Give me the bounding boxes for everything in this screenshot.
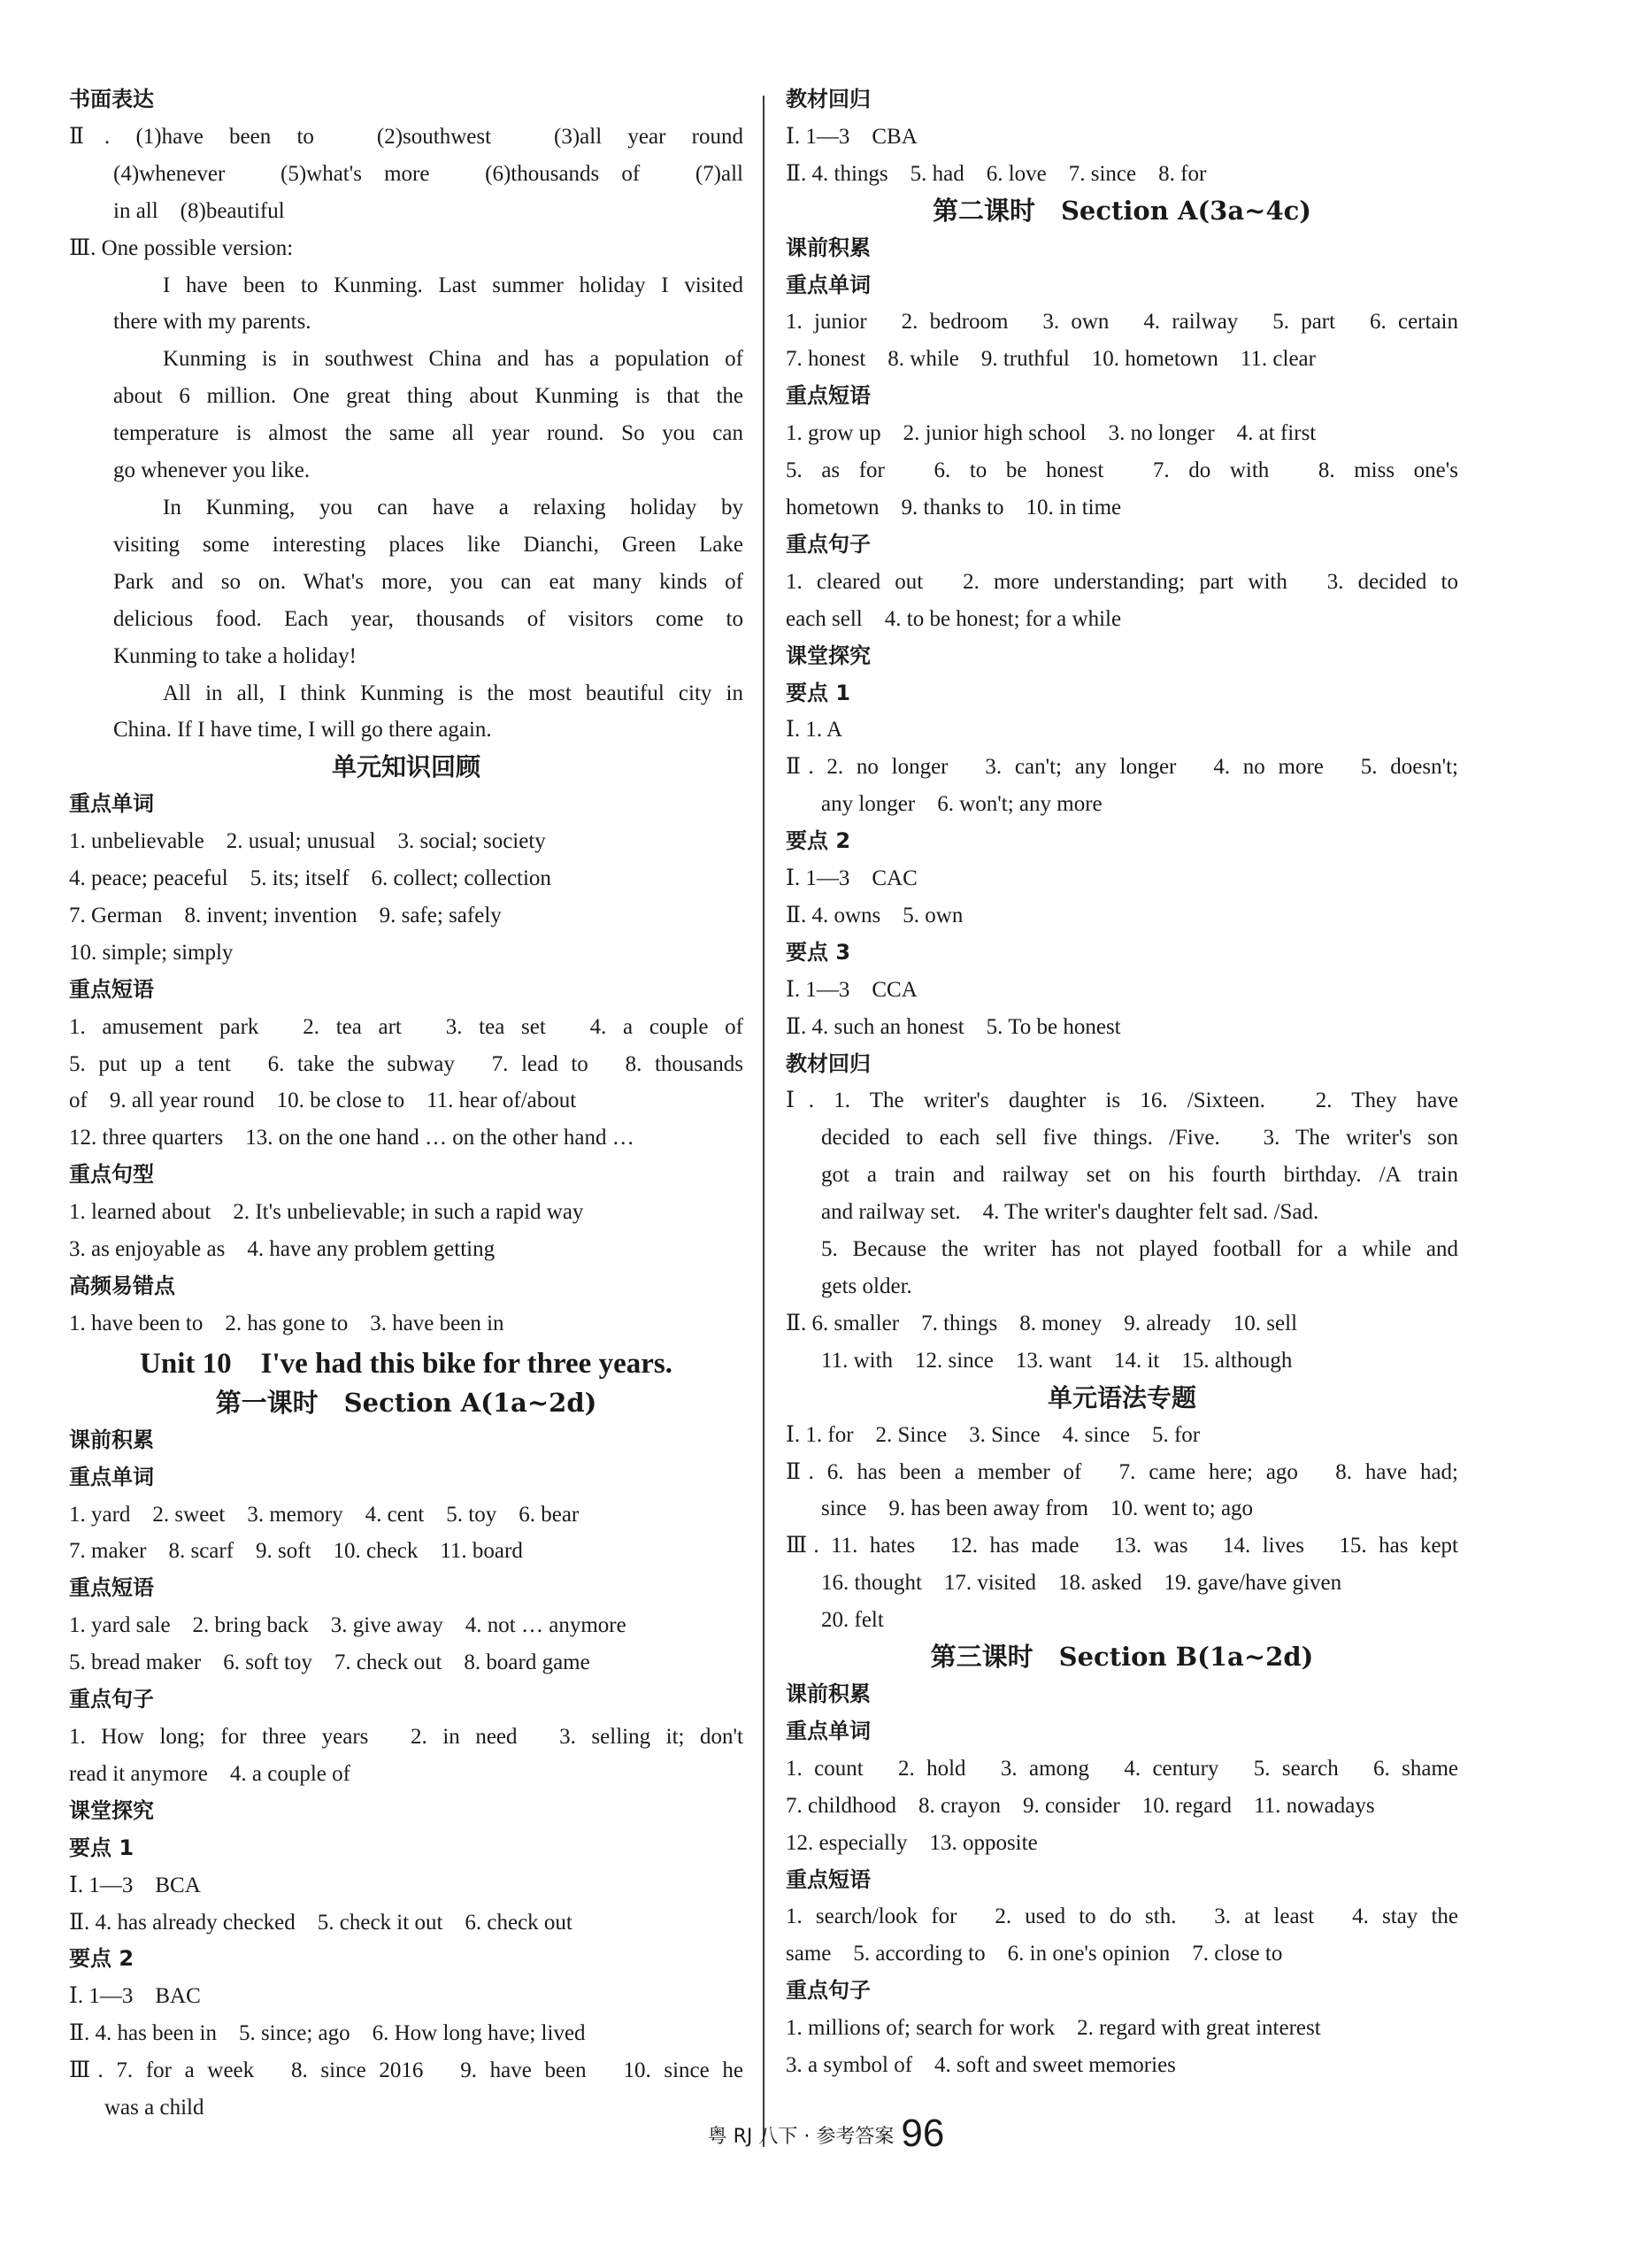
section-heading: 重点句子	[69, 1687, 154, 1712]
text-line: of 9. all year round 10. be close to 11. hear of/about	[69, 1089, 577, 1113]
text-line: 12. three quarters 13. on the one hand … on the other hand …	[69, 1126, 634, 1150]
page-number: 96	[901, 2112, 945, 2155]
text-line: 1. search/look for 2. used to do sth. 3. at least 4. stay the	[786, 1904, 1458, 1929]
text-line: Ⅱ. (1)have been to (2)southwest (3)all year round	[69, 124, 743, 149]
section-heading: 重点短语	[786, 1866, 871, 1892]
text-line: (4)whenever (5)what's more (6)thousands of (7)all	[113, 161, 743, 186]
text-line: All in all, I think Kunming is the most beautiful city in	[163, 681, 743, 705]
text-line: In Kunming, you can have a relaxing holiday by	[163, 495, 743, 519]
section-heading: 重点短语	[69, 1575, 154, 1601]
section-heading: 重点短语	[69, 976, 154, 1002]
unit-title: Unit 10 I've had this bike for three years.	[140, 1347, 672, 1380]
section-heading: 要点 1	[786, 680, 851, 705]
lesson-title: 第三课时 Section B(1a~2d)	[930, 1642, 1314, 1673]
section-heading: 重点句型	[69, 1162, 154, 1188]
text-line: 7. German 8. invent; invention 9. safe; safely	[69, 903, 502, 927]
lesson-title: 第二课时 Section A(3a~4c)	[932, 195, 1312, 226]
text-line: decided to each sell five things. /Five. 3. The writer's son	[821, 1126, 1458, 1150]
text-line: 1. cleared out 2. more understanding; part with 3. decided to	[786, 569, 1458, 594]
text-line: was a child	[104, 2096, 204, 2120]
section-heading: 课堂探究	[69, 1797, 154, 1823]
section-heading: 要点 2	[786, 828, 851, 854]
text-line: Ⅱ. 4. such an honest 5. To be honest	[786, 1014, 1121, 1039]
grammar-heading: 单元语法专题	[1047, 1382, 1196, 1412]
right-column	[786, 81, 1458, 2084]
text-line: 1. How long; for three years 2. in need 3. selling it; don't	[69, 1724, 743, 1749]
text-line: 7. honest 8. while 9. truthful 10. hometown 11. clear	[786, 347, 1316, 372]
section-heading: 要点 2	[69, 1946, 134, 1972]
column-divider	[763, 96, 765, 2147]
text-line: same 5. according to 6. in one's opinion 7. close to	[786, 1942, 1283, 1966]
section-heading: 重点单词	[786, 272, 871, 297]
text-line: 1. junior 2. bedroom 3. own 4. railway 5. part 6. certain	[786, 310, 1458, 335]
text-line: Ⅱ. 2. no longer 3. can't; any longer 4. no more 5. doesn't;	[786, 755, 1458, 780]
text-line: 1. millions of; search for work 2. regard with great interest	[786, 2016, 1321, 2041]
text-line: I have been to Kunming. Last summer holiday I visited	[163, 273, 743, 297]
text-line: any longer 6. won't; any more	[821, 792, 1103, 817]
text-line: 11. with 12. since 13. want 14. it 15. although	[821, 1348, 1293, 1373]
text-line: Ⅰ. 1. for 2. Since 3. Since 4. since 5. for	[786, 1422, 1201, 1447]
text-line: Kunming to take a holiday!	[113, 643, 357, 668]
section-heading: 要点 3	[786, 939, 851, 965]
text-line: Ⅱ. 6. has been a member of 7. came here; ago 8. have had;	[786, 1459, 1458, 1484]
text-line: visiting some interesting places like Dianchi, Green Lake	[113, 532, 743, 557]
section-heading: 书面表达	[69, 87, 154, 112]
text-line: 7. maker 8. scarf 9. soft 10. check 11. board	[69, 1539, 523, 1564]
section-heading: 教材回归	[786, 1050, 871, 1076]
text-line: 7. childhood 8. crayon 9. consider 10. regard 11. nowadays	[786, 1793, 1375, 1818]
text-line: about 6 million. One great thing about Kunming is that the	[113, 384, 743, 409]
section-heading: 重点句子	[786, 531, 871, 557]
text-line: 1. grow up 2. junior high school 3. no longer 4. at first	[786, 421, 1317, 446]
text-line: 10. simple; simply	[69, 940, 234, 965]
text-line: in all (8)beautiful	[113, 198, 285, 223]
section-heading: 要点 1	[69, 1835, 134, 1860]
text-line: Ⅰ. 1—3 CAC	[786, 866, 918, 891]
text-line: 1. count 2. hold 3. among 4. century 5. search 6. shame	[786, 1756, 1458, 1781]
text-line: Ⅱ. 6. smaller 7. things 8. money 9. already 10. sell	[786, 1311, 1298, 1335]
text-line: since 9. has been away from 10. went to; ago	[821, 1496, 1254, 1521]
text-line: 5. bread maker 6. soft toy 7. check out 8. board game	[69, 1650, 590, 1675]
text-line: Ⅰ. 1—3 CBA	[786, 124, 918, 149]
text-line: China. If I have time, I will go there again.	[113, 718, 492, 742]
text-line: Ⅱ. 4. has been in 5. since; ago 6. How long have; lived	[69, 2021, 586, 2046]
text-line: Ⅲ. 7. for a week 8. since 2016 9. have been 10. since he	[69, 2058, 743, 2083]
text-line: 12. especially 13. opposite	[786, 1830, 1038, 1855]
text-line: Ⅰ. 1. A	[786, 718, 843, 742]
text-line: 5. Because the writer has not played football for a while and	[821, 1237, 1458, 1262]
unit-review-heading: 单元知识回顾	[331, 752, 480, 782]
text-line: delicious food. Each year, thousands of visitors come to	[113, 606, 743, 631]
text-line: Ⅲ. 11. hates 12. has made 13. was 14. lives 15. has kept	[786, 1534, 1458, 1558]
section-heading: 重点句子	[786, 1978, 871, 2004]
text-line: 20. felt	[821, 1608, 884, 1633]
left-column	[69, 81, 743, 2127]
text-line: Kunming is in southwest China and has a population of	[163, 347, 743, 372]
text-line: there with my parents.	[113, 310, 311, 335]
text-line: temperature is almost the same all year round. So you can	[113, 421, 743, 446]
section-heading: 重点单词	[786, 1718, 871, 1743]
text-line: 5. put up a tent 6. take the subway 7. lead to 8. thousands	[69, 1051, 743, 1076]
text-line: 1. have been to 2. has gone to 3. have been in	[69, 1311, 504, 1335]
text-line: Ⅲ. One possible version:	[69, 235, 294, 260]
text-line: gets older.	[821, 1274, 912, 1298]
text-line: hometown 9. thanks to 10. in time	[786, 495, 1122, 519]
text-line: Ⅰ. 1—3 BAC	[69, 1984, 201, 2009]
text-line: read it anymore 4. a couple of	[69, 1761, 350, 1786]
page-footer	[0, 2112, 1652, 2156]
text-line: Ⅱ. 4. has already checked 5. check it out 6. check out	[69, 1910, 572, 1935]
lesson-title: 第一课时 Section A(1a~2d)	[215, 1387, 597, 1418]
text-line: 1. unbelievable 2. usual; unusual 3. social; society	[69, 829, 546, 854]
section-heading: 重点单词	[69, 1464, 154, 1489]
text-line: Ⅰ. 1—3 BCA	[69, 1873, 201, 1897]
text-line: 1. amusement park 2. tea art 3. tea set 4. a couple of	[69, 1014, 743, 1039]
section-heading: 课前积累	[69, 1427, 154, 1452]
text-line: 1. yard sale 2. bring back 3. give away 4. not … anymore	[69, 1613, 626, 1638]
text-line: Ⅰ. 1. The writer's daughter is 16. /Sixteen. 2. They have	[786, 1089, 1458, 1113]
footer-label: 粤 RJ 八下 · 参考答案	[707, 2126, 895, 2148]
section-heading: 课前积累	[786, 1681, 871, 1706]
section-heading: 高频易错点	[69, 1273, 175, 1298]
text-line: 1. yard 2. sweet 3. memory 4. cent 5. toy 6. bear	[69, 1502, 580, 1527]
text-line: Park and so on. What's more, you can eat many kinds of	[113, 569, 743, 594]
section-heading: 教材回归	[786, 87, 871, 112]
text-line: got a train and railway set on his fourth birthday. /A train	[821, 1163, 1458, 1188]
text-line: 1. learned about 2. It's unbelievable; in such a rapid way	[69, 1200, 584, 1225]
text-line: and railway set. 4. The writer's daughter felt sad. /Sad.	[821, 1200, 1319, 1225]
text-line: 3. as enjoyable as 4. have any problem getting	[69, 1237, 496, 1262]
text-line: 5. as for 6. to be honest 7. do with 8. miss one's	[786, 458, 1458, 483]
section-heading: 重点短语	[786, 383, 871, 409]
text-line: each sell 4. to be honest; for a while	[786, 606, 1122, 631]
text-line: Ⅰ. 1—3 CCA	[786, 977, 918, 1002]
text-line: 4. peace; peaceful 5. its; itself 6. collect; collection	[69, 866, 551, 891]
section-heading: 课堂探究	[786, 642, 871, 668]
text-line: go whenever you like.	[113, 458, 311, 483]
text-line: 16. thought 17. visited 18. asked 19. gave/have given	[821, 1571, 1342, 1596]
text-line: 3. a symbol of 4. soft and sweet memories	[786, 2053, 1176, 2078]
text-line: Ⅱ. 4. owns 5. own	[786, 903, 964, 927]
section-heading: 课前积累	[786, 235, 871, 260]
text-line: Ⅱ. 4. things 5. had 6. love 7. since 8. for	[786, 161, 1207, 186]
section-heading: 重点单词	[69, 791, 154, 817]
